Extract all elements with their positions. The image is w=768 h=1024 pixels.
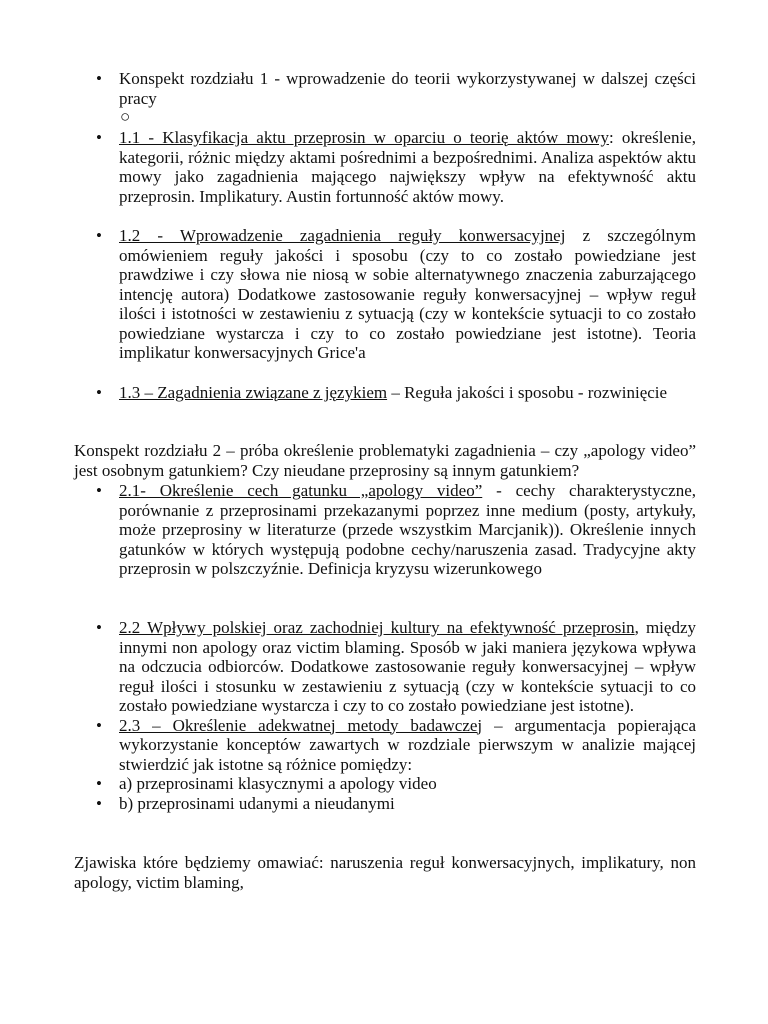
bullet-icon: •	[96, 69, 102, 88]
list-item-text: b) przeprosinami udanymi a nieudanymi	[119, 793, 395, 813]
item-heading: 1.1 - Klasyfikacja aktu przeprosin w oparciu o teorię aktów mowy	[119, 128, 609, 147]
item-body: z szczególnym omówieniem reguły jakości i sposobu (czy to co zostało powiedziane jest prawdziwe i czy słowa nie niosą w sobie alternatywnego znaczenia zaburzającego intencję autora) Dodatkowe zastosowanie reguły konwersacyjnej – wpływ reguł ilości i istotności w zestawieniu z sytuacją (czy w kontekście sytuacji to co zostało powiedziane wystarcza i czy to co zostało powiedziane jest istotne). Teoria implikatur konwersacyjnych Grice'a	[119, 226, 696, 362]
list-item-text	[119, 69, 696, 108]
chapter1-sublist	[96, 226, 696, 363]
list-item-2-2	[96, 618, 696, 716]
chapter1-sublist	[96, 128, 696, 206]
list-item-text	[119, 383, 696, 403]
list-item-2-3-a	[96, 774, 696, 794]
list-item-text	[119, 716, 696, 775]
bullet-icon: •	[96, 128, 102, 147]
item-heading: 2.3 – Określenie adekwatnej metody badawczej	[119, 715, 483, 735]
chapter2-list	[96, 481, 696, 579]
list-item-2-1	[96, 481, 696, 579]
item-heading: 2.1- Określenie cech gatunku „apology video”	[119, 481, 483, 500]
bullet-icon: •	[96, 481, 102, 500]
list-item-1-1	[96, 128, 696, 206]
item-body: - wprowadzenie do teorii wykorzystywanej w dalszej części pracy	[119, 69, 696, 108]
item-body: – argumentacja popierająca wykorzystanie konceptów zawartych w rozdziale pierwszym w analizie mającej stwierdzić jak istotne są różnice pomiędzy:	[119, 715, 696, 774]
list-item-2-3-b	[96, 794, 696, 814]
item-heading: 1.3 – Zagadnienia związane z językiem	[119, 383, 388, 402]
closing-paragraph: Zjawiska które będziemy omawiać: naruszenia reguł konwersacyjnych, implikatury, non apology, victim blaming,	[74, 853, 696, 892]
bullet-icon: •	[96, 774, 102, 793]
list-item-text	[119, 618, 696, 716]
chapter1-list	[96, 69, 696, 108]
list-item-text	[119, 481, 696, 579]
bullet-icon: •	[96, 226, 102, 245]
item-body: : określenie, kategorii, różnic między aktami pośrednimi a bezpośrednimi. Analiza aspektów aktu mowy jako zagadnienia mającego największy wpływ na efektywność aktu przeprosin. Implikatury. Austin fortunność aktów mowy.	[119, 128, 696, 206]
bullet-icon: •	[96, 618, 102, 637]
list-item-text	[119, 226, 696, 363]
bullet-icon: •	[96, 715, 102, 735]
list-item-chapter1	[96, 69, 696, 108]
item-heading: 2.2 Wpływy polskiej oraz zachodniej kultury na efektywność przeprosin	[119, 618, 635, 637]
chapter2-intro: Konspekt rozdziału 2 – próba określenie problematyki zagadnienia – czy „apology video” jest osobnym gatunkiem? Czy nieudane przeprosiny są innym gatunkiem?	[74, 441, 696, 480]
item-heading: Konspekt rozdziału 1	[119, 69, 269, 88]
item-body: - cechy charakterystyczne, porównanie z przeprosinami przekazanymi poprzez inne medium (posty, artykuły, może przeprosiny w literaturze (przede wszystkim Marcjanik)). Określenie innych gatunków w których występują podobne cechy/naruszenia zasad. Tradycyjne akty przeprosin w polszczyźnie. Definicja kryzysu wizerunkowego	[119, 481, 696, 578]
list-item-1-3	[96, 383, 696, 403]
item-body: , między innymi non apology oraz victim blaming. Sposób w jaki maniera językowa wpływa na odczucia odbiorców. Dodatkowe zastosowanie reguły konwersacyjnej – wpływ reguł ilości i stosunku w zestawieniu z sytuacją (czy w kontekście sytuacji to co zostało powiedziane wystarcza i czy to co zostało powiedziane jest istotne).	[119, 618, 696, 715]
item-body: – Reguła jakości i sposobu - rozwinięcie	[387, 383, 668, 402]
list-item-2-3	[96, 716, 696, 775]
sub-bullet-icon: ○	[120, 107, 131, 126]
bullet-icon: •	[96, 383, 102, 402]
list-item-1-2	[96, 226, 696, 363]
chapter2-list-2	[96, 618, 696, 813]
list-item-text	[119, 128, 696, 206]
chapter1-sublist	[96, 383, 696, 403]
bullet-icon: •	[96, 793, 102, 813]
list-item-text: a) przeprosinami klasycznymi a apology video	[119, 774, 437, 793]
item-heading: 1.2 - Wprowadzenie zagadnienia reguły konwersacyjnej	[119, 226, 566, 245]
